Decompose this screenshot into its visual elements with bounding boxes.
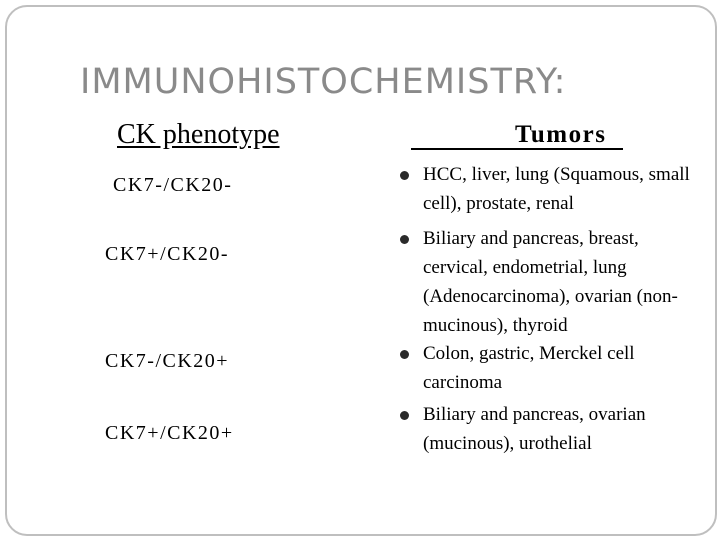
slide-title: IMMUNOHISTOCHEMISTRY: — [80, 62, 567, 102]
tumor-text-2: Biliary and pancreas, breast, cervical, endometrial, lung (Adenocarcinoma), ovarian (non- mucinous), thyroid — [423, 228, 678, 336]
tumor-list-item — [400, 160, 700, 218]
bullet-icon — [400, 350, 409, 359]
ck-phenotype-header: CK phenotype — [117, 119, 280, 150]
tumors-header-label: Tumors — [515, 121, 607, 148]
phenotype-label-3: CK7-/CK20+ — [105, 350, 230, 372]
tumor-list-item — [400, 339, 700, 397]
tumors-header — [411, 121, 625, 151]
phenotype-label-1: CK7-/CK20- — [113, 174, 233, 196]
tumor-list-item — [400, 224, 700, 340]
tumor-text-4: Biliary and pancreas, ovarian (mucinous), urothelial — [423, 404, 646, 454]
phenotype-label-2: CK7+/CK20- — [105, 243, 230, 265]
tumor-text-3: Colon, gastric, Merckel cell carcinoma — [423, 343, 635, 393]
phenotype-label-4: CK7+/CK20+ — [105, 422, 234, 444]
tumor-list-item — [400, 400, 700, 458]
bullet-icon — [400, 235, 409, 244]
bullet-icon — [400, 171, 409, 180]
tumor-text-1: HCC, liver, lung (Squamous, small cell), prostate, renal — [423, 164, 690, 214]
bullet-icon — [400, 411, 409, 420]
